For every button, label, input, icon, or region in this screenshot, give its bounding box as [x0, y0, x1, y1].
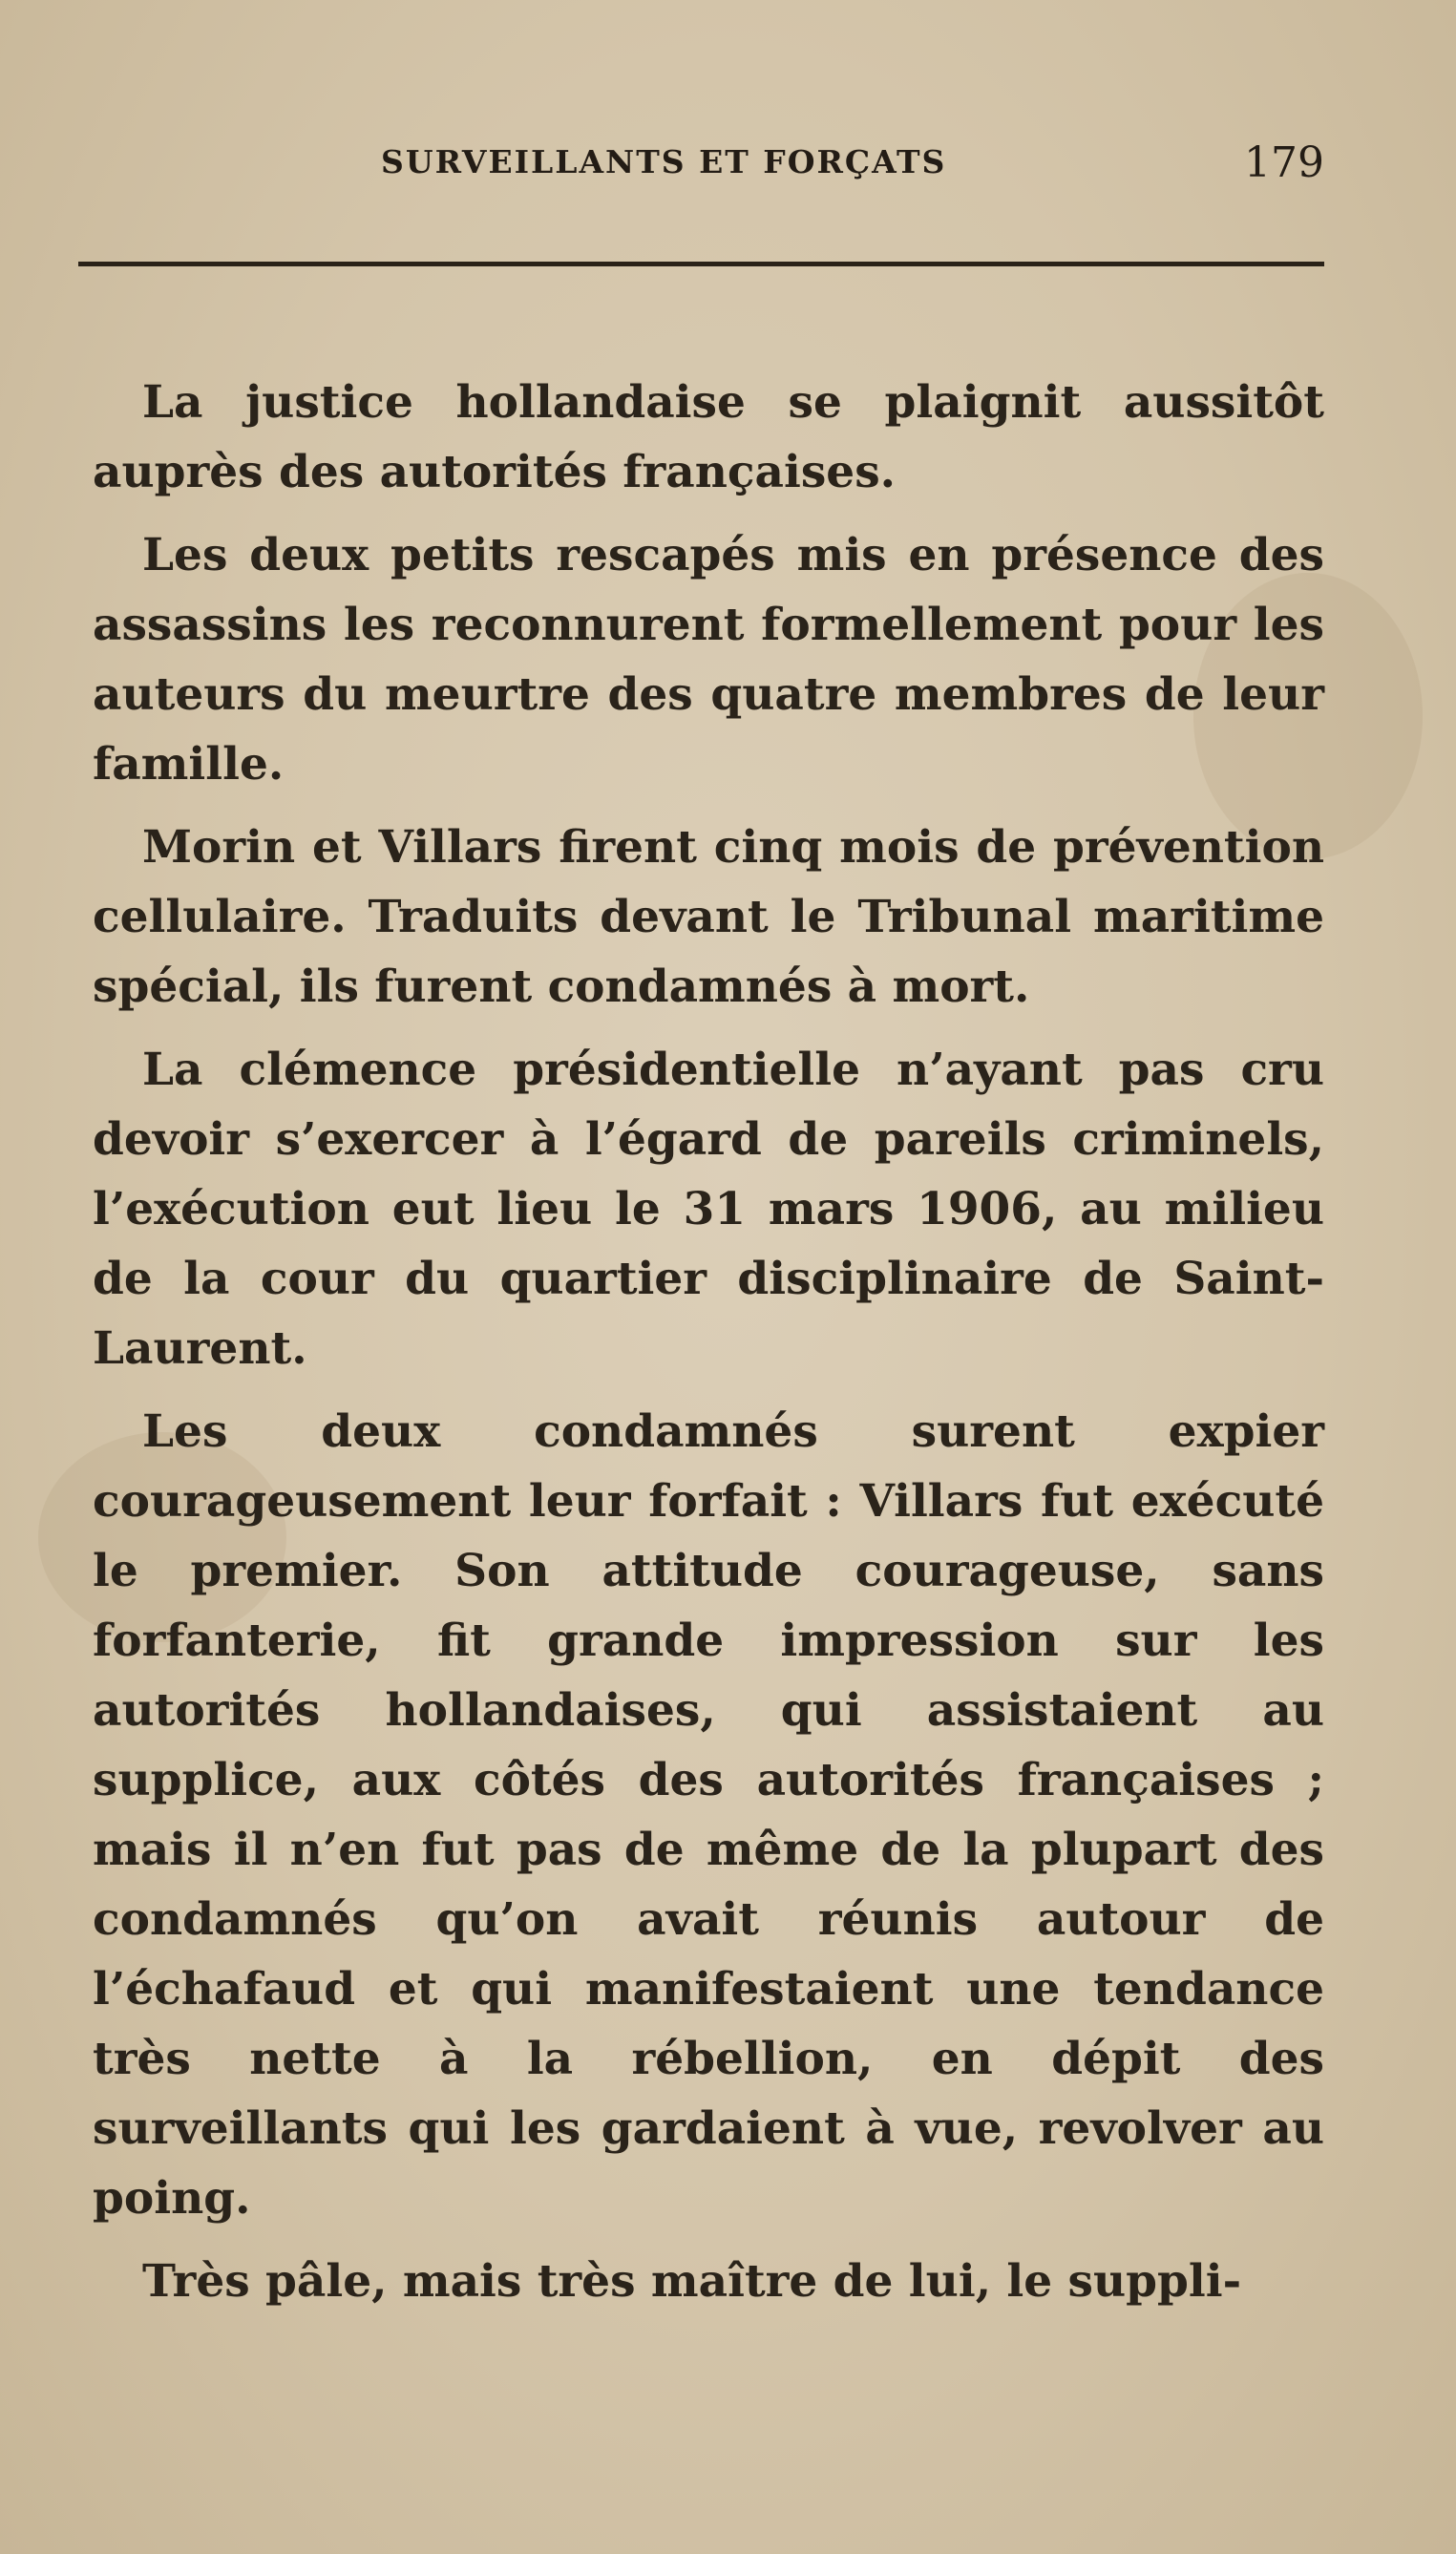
paragraph: La justice hollandaise se plaignit aussitôt auprès des autorités françaises. [93, 376, 1324, 498]
paragraph: Les deux condamnés surent expier courageusement leur forfait : Villars fut exécuté le premier. Son attitude courageuse, sans forfanterie, fit grande impression sur les autorités hollandaises, qui assistaient au supplice, aux côtés des autorités françaises ; mais il n’en fut pas de même de la plupart des condamnés qu’on avait réunis autour de l’échafaud et qui manifestaient une tendance très nette à la rébellion, en dépit des surveillants qui les gardaient à vue, revolver au poing. [93, 1405, 1324, 2225]
body-text [93, 368, 1324, 2316]
page-number: 179 [1244, 138, 1324, 187]
paragraph: La clémence présidentielle n’ayant pas cru devoir s’exercer à l’égard de pareils criminels, l’exécution eut lieu le 31 mars 1906, au milieu de la cour du quartier disciplinaire de Saint-Laurent. [93, 1044, 1324, 1375]
paragraph: Les deux petits rescapés mis en présence des assassins les reconnurent formellement pour les auteurs du meurtre des quatre membres de leur famille. [93, 529, 1324, 791]
header-rule [78, 262, 1324, 266]
running-title: SURVEILLANTS ET FORÇATS [381, 143, 947, 180]
running-head [93, 138, 1324, 196]
paragraph: Très pâle, mais très maître de lui, le suppli- [142, 2255, 1242, 2308]
paragraph: Morin et Villars firent cinq mois de prévention cellulaire. Traduits devant le Tribunal maritime spécial, ils furent condamnés à mort. [93, 821, 1324, 1013]
